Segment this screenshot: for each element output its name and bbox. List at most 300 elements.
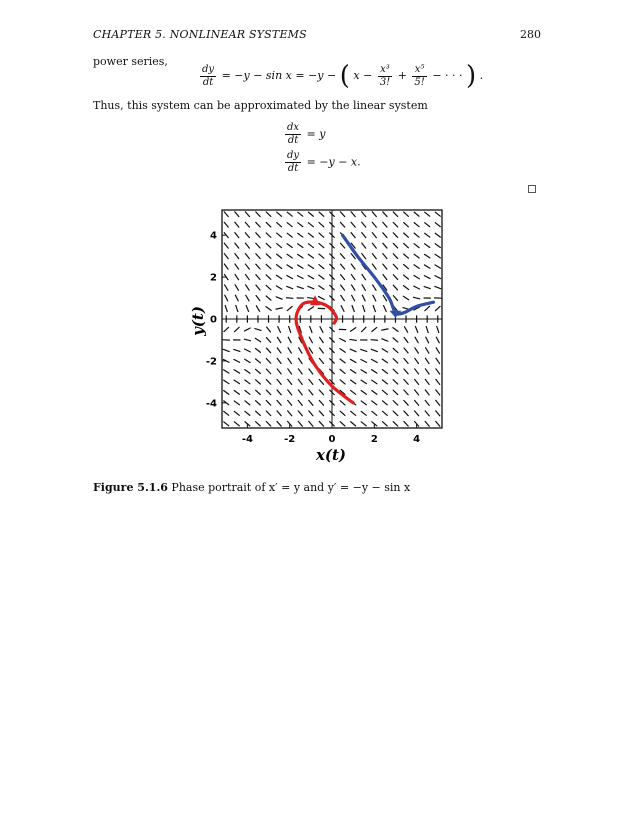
field-arrow: [266, 275, 271, 279]
field-arrow: [426, 348, 429, 353]
field-arrow: [234, 327, 239, 331]
field-arrow: [340, 243, 344, 248]
field-arrow: [245, 212, 249, 217]
field-arrow: [436, 337, 439, 343]
x-tick-label: 2: [370, 434, 378, 445]
field-arrow: [319, 254, 324, 258]
equation-term: x −: [353, 69, 373, 82]
field-arrow: [425, 358, 429, 363]
field-arrow: [351, 328, 356, 332]
field-arrow: [234, 390, 239, 394]
field-arrow: [235, 243, 239, 248]
field-arrow: [235, 254, 239, 259]
field-arrow: [383, 275, 387, 280]
field-arrow: [393, 243, 397, 248]
field-arrow: [266, 380, 270, 385]
field-arrow: [287, 254, 292, 258]
field-arrow: [351, 411, 356, 415]
field-arrow: [266, 296, 271, 300]
field-arrow: [373, 295, 376, 301]
field-arrow: [393, 369, 398, 373]
axes: [222, 210, 442, 428]
field-arrow: [277, 421, 281, 426]
field-arrow: [382, 380, 387, 384]
field-arrow: [340, 222, 344, 227]
field-arrow: [424, 265, 429, 268]
field-arrow: [425, 411, 429, 416]
field-arrow: [245, 254, 249, 259]
field-arrow: [435, 254, 440, 258]
field-arrow: [224, 390, 229, 394]
field-arrow: [287, 286, 293, 288]
field-arrow: [266, 411, 270, 416]
field-arrow: [404, 212, 409, 216]
field-arrow: [256, 401, 261, 405]
field-arrow: [319, 223, 324, 227]
power-series-equation: [198, 63, 483, 89]
field-arrow: [340, 254, 344, 259]
field-arrow: [288, 411, 292, 416]
field-arrow: [415, 400, 419, 405]
field-arrow: [246, 274, 250, 279]
field-arrow: [298, 244, 303, 248]
field-arrow: [393, 390, 398, 394]
field-arrow: [244, 339, 250, 341]
field-arrow: [435, 306, 440, 310]
field-arrow: [340, 401, 345, 405]
field-arrow: [287, 223, 292, 227]
field-arrow: [404, 358, 408, 363]
field-arrow: [298, 254, 303, 258]
field-arrow: [414, 212, 419, 216]
field-arrow: [393, 380, 398, 384]
y-tick-label: -4: [205, 398, 217, 410]
field-arrow: [256, 369, 261, 373]
field-arrow: [350, 349, 356, 352]
field-arrow: [373, 306, 375, 312]
field-arrow: [403, 296, 408, 299]
field-arrow: [425, 400, 429, 405]
field-arrow: [435, 286, 441, 288]
field-arrow: [361, 327, 366, 332]
field-arrow: [309, 379, 313, 384]
field-arrow: [414, 244, 419, 248]
field-arrow: [404, 233, 409, 237]
field-arrow: [425, 390, 429, 395]
field-arrow: [256, 295, 260, 300]
field-arrow: [351, 274, 355, 279]
field-arrow: [224, 243, 228, 248]
field-arrow: [287, 298, 293, 299]
field-arrow: [235, 264, 239, 269]
field-arrow: [383, 222, 387, 227]
tick-labels: [206, 231, 420, 445]
field-arrow: [245, 359, 250, 362]
field-arrow: [363, 305, 365, 311]
field-arrow: [276, 297, 282, 299]
fraction-denominator: dt: [202, 76, 214, 88]
field-arrow: [309, 369, 313, 374]
field-arrow: [362, 295, 365, 301]
field-arrow: [404, 411, 408, 416]
fraction-denominator: dt: [287, 163, 299, 174]
field-arrow: [225, 295, 228, 301]
field-arrow: [319, 212, 324, 216]
field-arrow: [435, 265, 440, 268]
field-arrow: [309, 411, 313, 416]
field-arrow: [383, 212, 387, 217]
field-arrow: [297, 276, 303, 279]
field-arrow: [341, 295, 345, 300]
field-arrow: [361, 359, 367, 362]
field-arrow: [234, 380, 239, 384]
field-arrow: [350, 370, 355, 374]
field-arrow: [361, 411, 366, 415]
field-arrow: [393, 254, 397, 259]
field-arrow: [256, 233, 260, 238]
field-arrow: [308, 212, 313, 216]
trajectory-curve: [343, 235, 434, 314]
field-arrow: [425, 421, 429, 426]
field-arrow: [308, 275, 314, 278]
field-arrow: [245, 401, 250, 405]
fraction-denominator: 5!: [414, 76, 425, 88]
field-arrow: [404, 223, 409, 227]
field-arrow: [361, 349, 367, 351]
field-arrow: [277, 233, 282, 237]
field-arrow: [319, 275, 324, 279]
field-arrow: [415, 327, 417, 333]
field-arrow: [266, 254, 271, 258]
field-arrow: [298, 411, 302, 416]
field-arrow: [361, 401, 366, 405]
fraction-denominator: dt: [287, 135, 299, 146]
field-arrow: [266, 307, 271, 311]
field-arrow: [309, 421, 313, 426]
field-arrow: [223, 349, 229, 351]
field-arrow: [298, 369, 302, 374]
field-arrow: [362, 285, 365, 290]
y-axis-label: y(t): [189, 306, 207, 336]
field-arrow: [298, 265, 303, 268]
field-arrow: [371, 340, 377, 341]
y-tick-label: 4: [210, 230, 217, 242]
field-arrow: [288, 348, 291, 353]
field-arrow: [277, 348, 281, 353]
field-arrow: [404, 327, 407, 333]
field-arrow: [425, 212, 430, 216]
field-arrow: [382, 369, 387, 373]
field-arrow: [393, 411, 398, 415]
field-arrow: [277, 254, 282, 258]
field-arrow: [436, 421, 440, 426]
field-arrow: [235, 274, 239, 279]
field-arrow: [425, 244, 430, 248]
field-arrow: [298, 390, 302, 395]
field-arrow: [234, 422, 239, 426]
field-arrow: [277, 358, 281, 363]
field-arrow: [425, 369, 429, 374]
field-arrow: [255, 329, 261, 331]
x-tick-label: -4: [241, 434, 253, 445]
field-arrow: [382, 349, 387, 352]
field-arrow: [371, 359, 377, 362]
phase-portrait: [180, 200, 470, 470]
field-arrow: [393, 359, 398, 363]
field-arrow: [340, 411, 345, 415]
field-arrow: [308, 254, 313, 258]
field-arrow: [415, 369, 419, 374]
field-arrow: [245, 411, 250, 415]
field-arrow: [225, 285, 228, 290]
field-arrow: [234, 411, 239, 415]
field-arrow: [372, 254, 376, 259]
field-arrow: [289, 326, 291, 332]
field-arrow: [393, 285, 397, 290]
field-arrow: [309, 390, 313, 395]
series-tail: − · · ·: [432, 69, 463, 82]
field-arrow: [245, 349, 251, 352]
field-arrow: [319, 390, 323, 395]
field-arrow: [383, 233, 387, 238]
field-arrow: [426, 337, 429, 343]
field-arrow: [436, 348, 439, 353]
field-arrow: [308, 244, 313, 248]
field-arrow: [425, 306, 430, 310]
field-arrow: [414, 223, 419, 227]
field-arrow: [298, 233, 303, 237]
running-head: CHAPTER 5. NONLINEAR SYSTEMS: [93, 28, 307, 41]
field-arrow: [340, 369, 345, 373]
field-arrow: [393, 296, 397, 301]
field-arrow: [246, 285, 250, 290]
field-arrow: [382, 411, 387, 415]
field-arrow: [404, 380, 408, 385]
field-arrow: [350, 339, 356, 340]
field-arrow: [361, 422, 366, 426]
field-arrow: [393, 275, 397, 280]
field-arrow: [277, 265, 282, 269]
field-arrow: [383, 254, 387, 259]
fraction-numerator: x⁵: [412, 64, 426, 77]
field-arrow: [266, 401, 270, 406]
field-arrow: [309, 400, 313, 405]
field-arrow: [319, 411, 323, 416]
field-arrow: [404, 390, 408, 395]
field-arrow: [435, 223, 440, 227]
field-arrow: [351, 222, 355, 227]
field-arrow: [234, 359, 240, 362]
x-axis-label: x(t): [315, 446, 347, 464]
field-arrow: [351, 285, 354, 290]
field-arrow: [415, 411, 419, 416]
field-arrow: [341, 285, 345, 290]
field-arrow: [224, 212, 228, 217]
field-arrow: [310, 326, 312, 332]
field-arrow: [245, 328, 251, 331]
field-arrow: [319, 400, 323, 405]
field-arrow: [404, 337, 408, 342]
field-arrow: [277, 369, 281, 374]
figure-caption-text: Phase portrait of x′ = y and y′ = −y − sin x: [171, 481, 411, 494]
intro-text: power series,: [93, 55, 168, 68]
field-arrow: [308, 298, 314, 299]
field-arrow: [435, 244, 440, 248]
field-arrow: [276, 286, 281, 289]
field-arrow: [319, 379, 323, 384]
figure-caption: [93, 481, 410, 494]
field-arrow: [287, 306, 292, 310]
field-arrow: [425, 223, 430, 227]
field-arrow: [298, 223, 303, 227]
field-arrow: [436, 358, 440, 363]
field-arrow: [245, 390, 250, 394]
field-arrow: [436, 411, 440, 416]
field-arrow: [255, 359, 260, 363]
system-equation-2: [283, 150, 361, 175]
field-arrow: [393, 348, 398, 352]
field-arrow: [424, 287, 430, 289]
field-arrow: [224, 380, 229, 384]
field-arrow: [351, 212, 355, 217]
field-arrow: [426, 326, 428, 332]
field-arrow: [266, 422, 270, 427]
field-arrow: [224, 327, 229, 331]
field-arrow: [224, 254, 228, 259]
field-arrow: [287, 233, 292, 237]
field-arrow: [371, 349, 377, 351]
field-arrow: [382, 422, 387, 426]
field-arrow: [403, 286, 408, 290]
field-arrow: [245, 380, 250, 384]
field-arrow: [319, 265, 324, 269]
field-arrow: [414, 233, 419, 237]
field-arrow: [224, 422, 229, 426]
field-arrow: [372, 243, 376, 248]
field-arrow: [404, 265, 409, 269]
field-arrow: [320, 337, 324, 342]
field-arrow: [308, 286, 314, 289]
field-arrow: [277, 390, 281, 395]
field-arrow: [352, 306, 354, 312]
field-arrow: [308, 307, 313, 311]
field-arrow: [278, 327, 281, 333]
field-arrow: [298, 400, 302, 405]
field-arrow: [277, 244, 282, 248]
field-arrow: [404, 275, 409, 279]
field-arrow: [393, 222, 397, 227]
qed-box: [528, 185, 536, 193]
field-arrow: [362, 274, 366, 279]
field-arrow: [288, 369, 292, 374]
right-paren: ): [466, 61, 477, 91]
field-arrow: [362, 233, 366, 238]
field-arrow: [234, 349, 240, 351]
field-arrow: [350, 359, 356, 362]
field-arrow: [319, 286, 324, 290]
y-tick-label: 2: [210, 272, 217, 284]
field-arrow: [288, 337, 291, 343]
field-arrow: [352, 295, 355, 301]
field-arrow: [298, 379, 302, 384]
plus-sign: +: [397, 69, 407, 82]
field-arrow: [266, 348, 270, 353]
field-arrow: [255, 348, 260, 352]
field-arrow: [404, 400, 408, 405]
field-arrow: [235, 222, 239, 227]
field-arrow: [341, 275, 345, 280]
field-arrow: [361, 380, 366, 384]
field-arrow: [382, 329, 388, 330]
field-arrow: [256, 422, 261, 426]
field-arrow: [266, 369, 270, 374]
field-arrow: [288, 390, 292, 395]
field-arrow: [266, 233, 271, 237]
fraction: [285, 122, 301, 147]
field-arrow: [351, 390, 356, 394]
field-arrow: [415, 390, 419, 395]
field-arrow: [382, 401, 387, 405]
field-arrow: [256, 212, 260, 217]
field-arrow: [308, 233, 313, 237]
field-arrow: [319, 348, 323, 353]
field-arrow: [393, 422, 398, 426]
x-tick-label: 4: [413, 434, 421, 445]
field-arrow: [372, 401, 377, 405]
field-arrow: [362, 212, 366, 217]
field-arrow: [372, 380, 377, 384]
field-arrow: [224, 411, 229, 415]
field-arrow: [277, 212, 282, 216]
field-arrow: [415, 348, 419, 353]
left-paren: (: [339, 61, 350, 91]
x-tick-label: -2: [284, 434, 296, 445]
field-arrow: [372, 212, 376, 217]
field-arrow: [382, 390, 387, 394]
field-arrow: [372, 222, 376, 227]
field-arrow: [299, 348, 302, 353]
field-arrow: [319, 244, 324, 248]
field-arrow: [340, 359, 345, 363]
y-tick-label: 0: [210, 314, 217, 326]
field-arrow: [256, 411, 261, 415]
field-arrow: [287, 265, 292, 268]
field-arrow: [437, 326, 439, 332]
field-arrow: [236, 305, 238, 311]
field-arrow: [425, 233, 430, 237]
field-arrow: [424, 276, 430, 279]
field-arrow: [393, 401, 398, 405]
system-equation-1: [283, 122, 325, 147]
field-arrow: [319, 358, 323, 363]
field-arrow: [276, 308, 282, 309]
field-arrow: [436, 379, 440, 384]
field-arrow: [267, 327, 271, 332]
field-arrow: [351, 233, 355, 238]
field-arrow: [256, 222, 260, 227]
field-arrow: [276, 275, 281, 279]
field-arrow: [309, 337, 312, 343]
fraction-numerator: x³: [378, 64, 392, 77]
field-arrow: [266, 243, 271, 247]
field-arrow: [382, 339, 388, 341]
equation-period: .: [479, 69, 484, 82]
field-arrow: [287, 276, 293, 279]
field-arrow: [393, 264, 397, 269]
field-arrow: [266, 264, 271, 268]
field-arrow: [361, 370, 366, 373]
field-arrow: [235, 285, 238, 290]
